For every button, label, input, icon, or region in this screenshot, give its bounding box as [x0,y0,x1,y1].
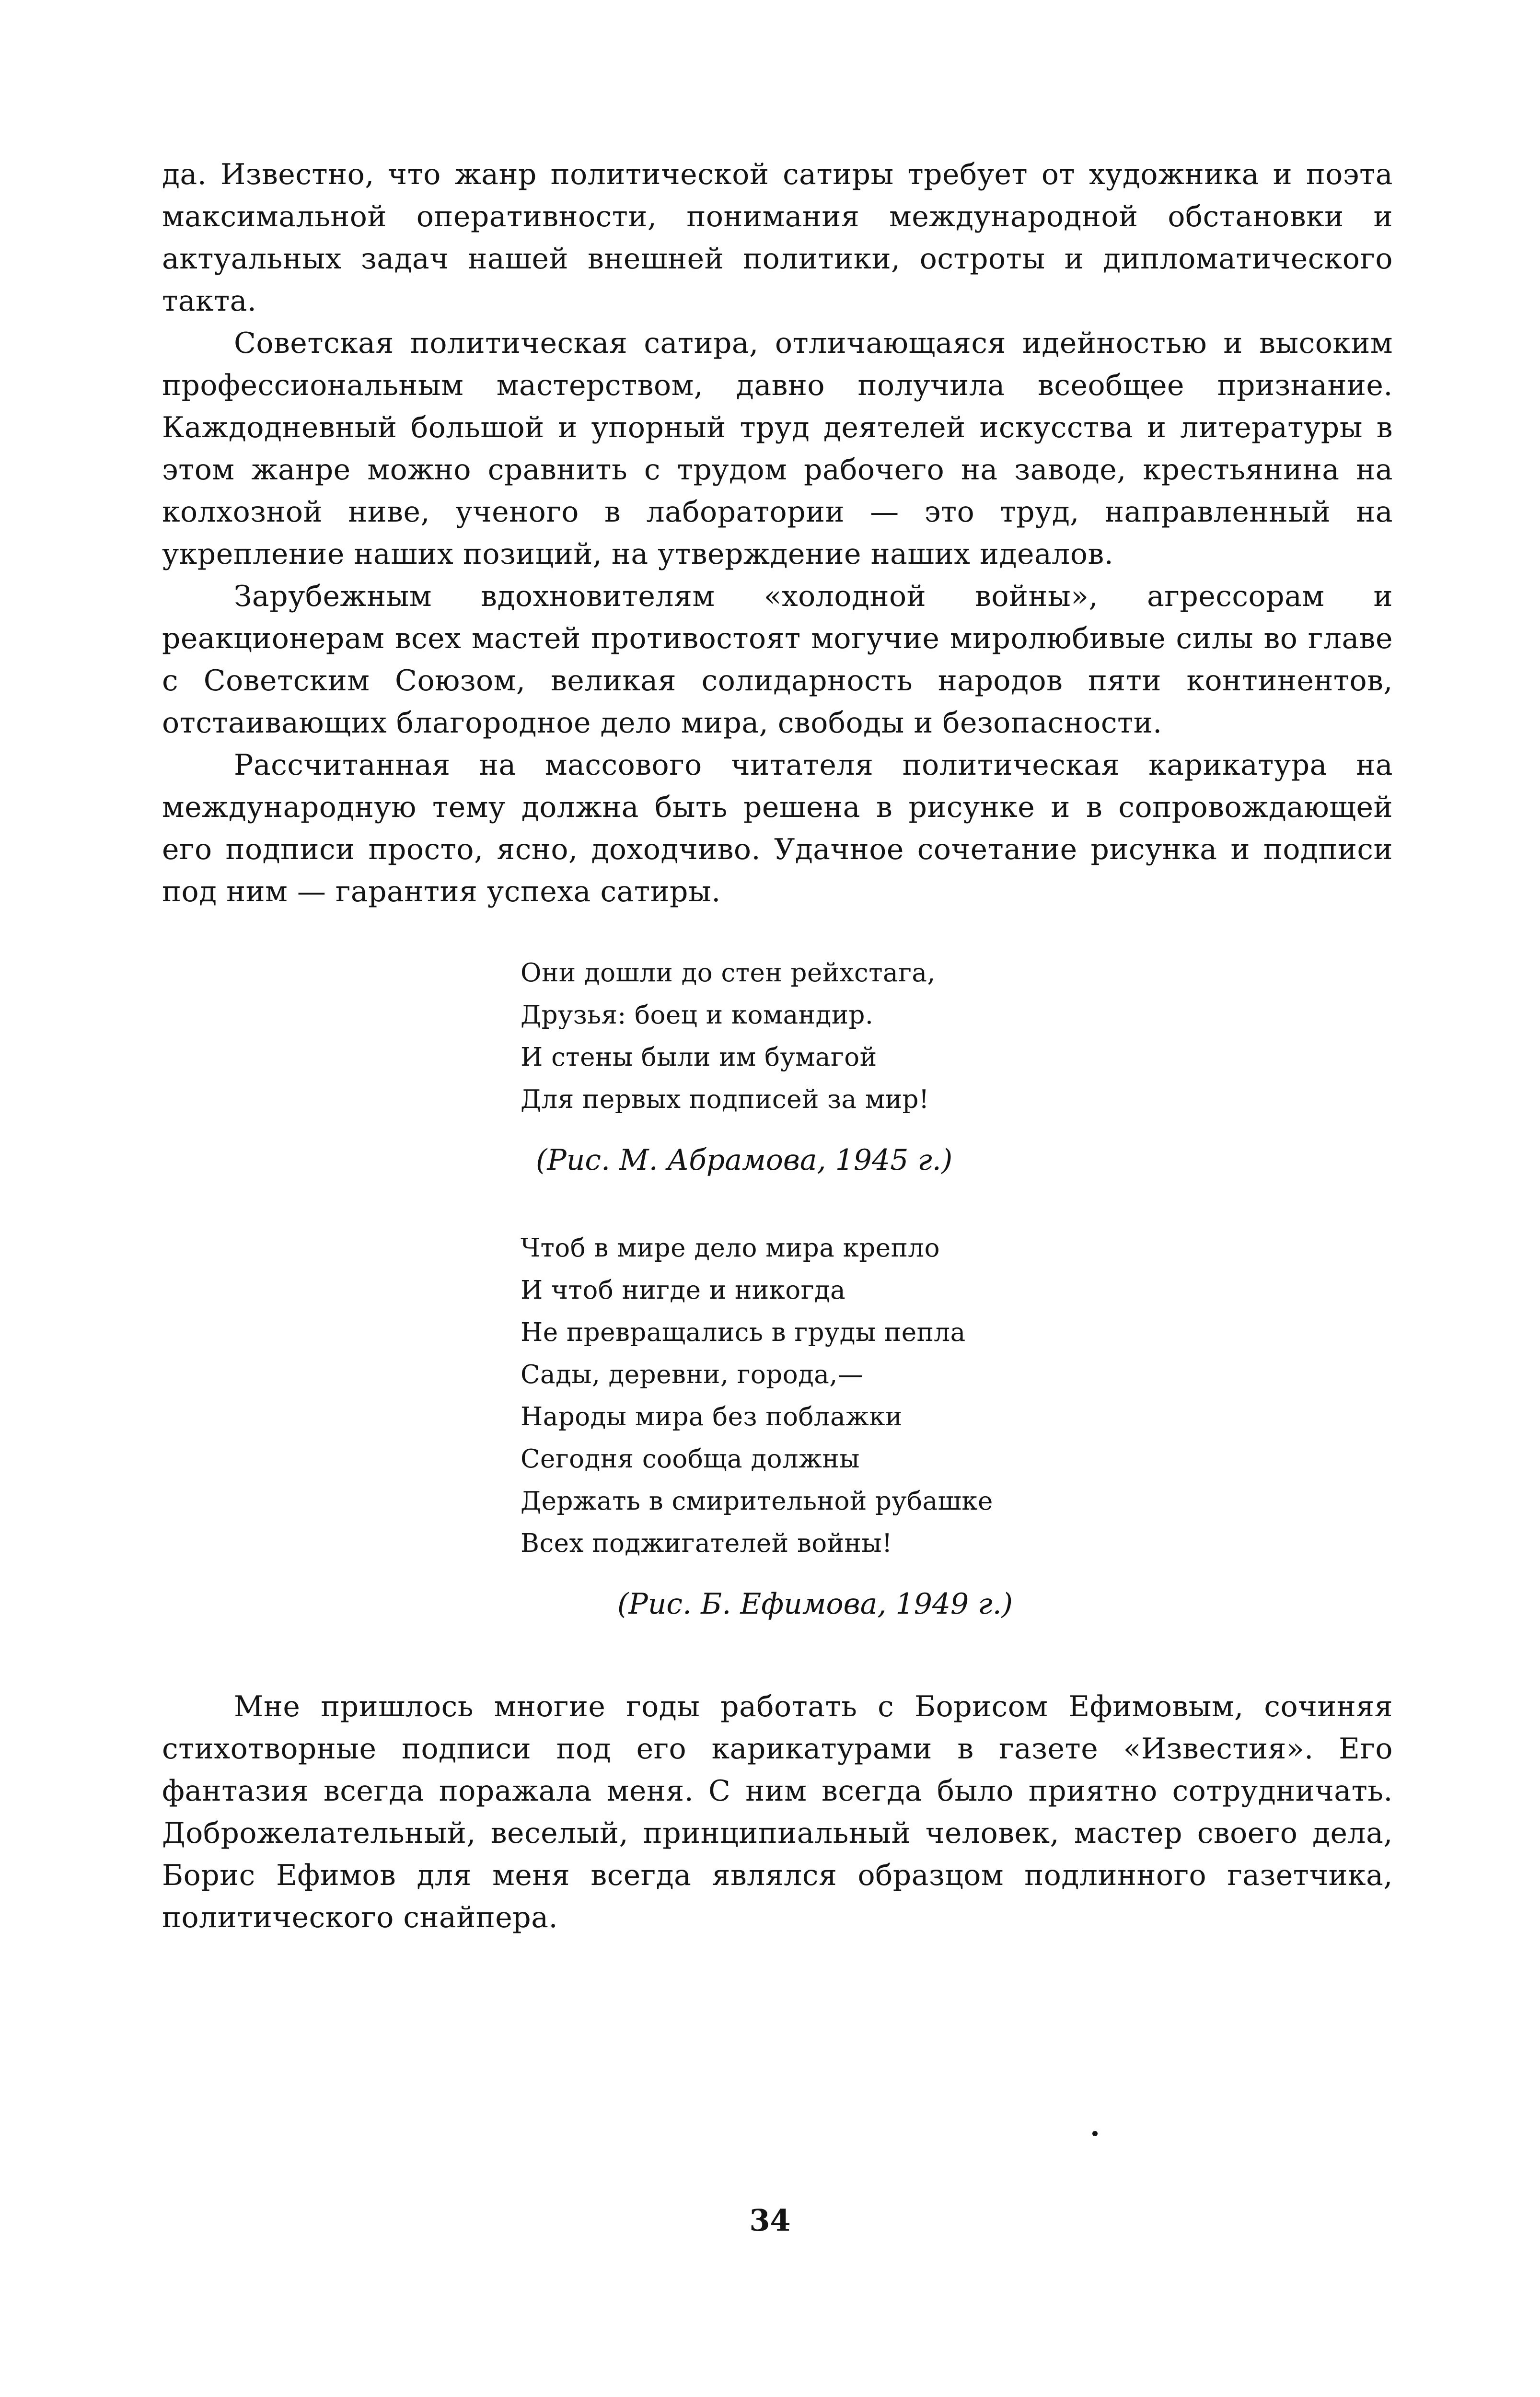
poem-line: И стены были им бумагой [521,1043,877,1072]
paragraph: Рассчитанная на массового читателя политическая карикатура на международную тему должна быть решена в рисунке и в сопровождающей его подписи просто, ясно, доходчиво. Удачное сочетание рисунка и подписи под ним — гарантия успеха сатиры. [162,748,1393,908]
poem-caption: (Рис. Б. Ефимова, 1949 г.) [617,1587,1013,1621]
poem-line: Держать в смирительной рубашке [521,1487,993,1516]
poem-line: Не превращались в груды пепла [521,1318,966,1347]
poem-line: Они дошли до стен рейхстага, [521,958,936,988]
page-body [162,153,1393,1939]
print-speck [1092,2131,1098,2136]
poem-line: Чтоб в мире дело мира крепло [521,1233,940,1263]
paragraph: Советская политическая сатира, отличающаяся идейностью и высоким профессиональным мастерством, давно получила всеобщее признание. Каждодневный большой и упорный труд деятелей искусства и литературы в этом жанре можно сравнить с трудом рабочего на заводе, крестьянина на колхозной ниве, ученого в лаборатории — это труд, направленный на укрепление наших позиций, на утверждение наших идеалов. [162,326,1393,571]
paragraph: да. Известно, что жанр политической сатиры требует от художника и поэта максимальной оперативности, понимания международной обстановки и актуальных задач нашей внешней политики, остроты и дипломатического такта. [162,158,1393,318]
poem-abramov [521,952,1393,1121]
poem-caption: (Рис. М. Абрамова, 1945 г.) [536,1143,953,1177]
poem-line: Сегодня сообща должны [521,1444,860,1474]
poem-line: И чтоб нигде и никогда [521,1276,846,1305]
paragraph: Мне пришлось многие годы работать с Борисом Ефимовым, сочиняя стихотворные подписи под его карикатурами в газете «Известия». Его фантазия всегда поражала меня. С ним всегда было приятно сотрудничать. Доброжелательный, веселый, принципиальный человек, мастер своего дела, Борис Ефимов для меня всегда являлся образцом подлинного газетчика, политического снайпера. [162,1690,1393,1934]
poem-line: Для первых подписей за мир! [521,1085,929,1114]
poem-line: Народы мира без поблажки [521,1402,903,1431]
paragraph: Зарубежным вдохновителям «холодной войны», агрессорам и реакционерам всех мастей противостоят могучие миролюбивые силы во главе с Советским Союзом, великая солидарность народов пяти континентов, отстаивающих благородное дело мира, свободы и безопасности. [162,580,1393,740]
poem-line: Всех поджигателей войны! [521,1529,892,1558]
poem-line: Сады, деревни, города,— [521,1360,864,1389]
poem-efimov [521,1227,1393,1565]
poem-line: Друзья: боец и командир. [521,1001,874,1030]
page-number: 34 [749,2203,791,2238]
